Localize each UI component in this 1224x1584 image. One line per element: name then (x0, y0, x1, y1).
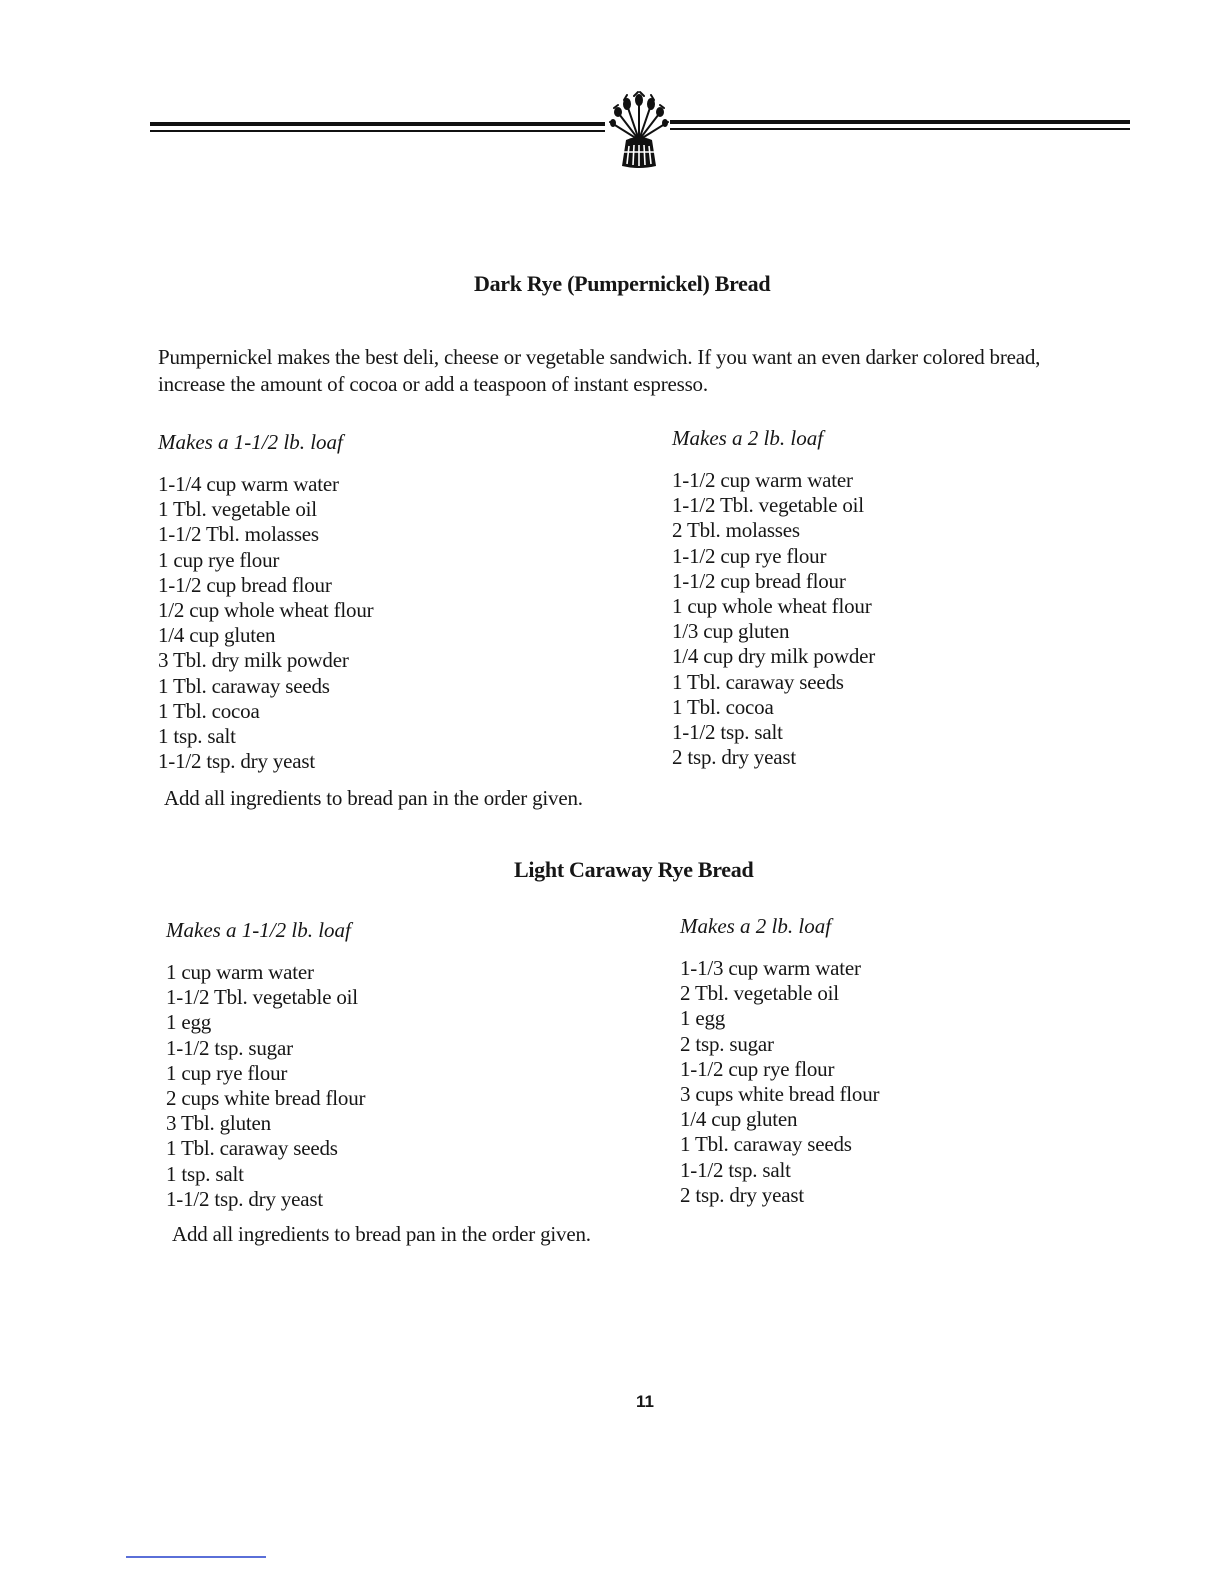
list-item: 1 Tbl. caraway seeds (166, 1136, 338, 1161)
yield-label: Makes a 1-1/2 lb. loaf (166, 918, 351, 942)
list-item: 1 Tbl. caraway seeds (672, 669, 844, 694)
list-item: 1-1/2 tsp. dry yeast (166, 1186, 323, 1211)
list-item: 1-1/3 cup warm water (680, 956, 861, 980)
list-item: 1 cup rye flour (166, 1060, 288, 1085)
list-item: 1-1/2 Tbl. molasses (158, 522, 319, 547)
instruction-note: Add all ingredients to bread pan in the order given. (164, 786, 583, 810)
list-item: 1-1/2 cup bread flour (672, 568, 846, 593)
list-item: 1/2 cup whole wheat flour (158, 598, 374, 623)
list-item: 1-1/4 cup warm water (158, 472, 339, 496)
ingredient-list (680, 956, 879, 1208)
list-item: 2 tsp. dry yeast (680, 1182, 804, 1207)
caraway-rye-large-loaf (680, 914, 879, 1208)
list-item: 2 Tbl. molasses (672, 518, 800, 543)
list-item: 1 cup rye flour (158, 547, 280, 572)
list-item: 3 Tbl. gluten (166, 1111, 271, 1136)
list-item: 1-1/2 cup warm water (672, 468, 853, 492)
list-item: 2 Tbl. vegetable oil (680, 981, 839, 1006)
recipe-title-light-caraway-rye: Light Caraway Rye Bread (514, 857, 754, 882)
dark-rye-small-loaf (158, 430, 373, 774)
list-item: 1/4 cup gluten (158, 623, 276, 648)
list-item: 1-1/2 Tbl. vegetable oil (166, 985, 358, 1010)
divider (126, 1556, 266, 1558)
list-item: 3 Tbl. dry milk powder (158, 648, 349, 673)
yield-label: Makes a 2 lb. loaf (672, 426, 824, 450)
list-item: 1-1/2 Tbl. vegetable oil (672, 493, 864, 518)
list-item: 1 cup whole wheat flour (672, 594, 872, 619)
list-item: 1 Tbl. caraway seeds (158, 673, 330, 698)
list-item: 1 Tbl. cocoa (672, 694, 774, 719)
ingredient-list (672, 468, 875, 770)
ingredient-list (166, 960, 365, 1212)
list-item: 1/3 cup gluten (672, 619, 790, 644)
list-item: 1 Tbl. cocoa (158, 698, 260, 723)
list-item: 1 Tbl. vegetable oil (158, 497, 317, 522)
list-item: 1-1/2 tsp. salt (672, 720, 783, 745)
list-item: 1/4 cup gluten (680, 1107, 798, 1132)
recipe-title-dark-rye: Dark Rye (Pumpernickel) Bread (474, 271, 771, 296)
list-item: 1 tsp. salt (158, 724, 236, 749)
ingredient-list (158, 472, 373, 774)
recipe-intro: Pumpernickel makes the best deli, cheese or vegetable sandwich. If you want an even darker colored bread, increase the amount of cocoa or add a teaspoon of instant espresso. (158, 345, 1041, 396)
instruction-note: Add all ingredients to bread pan in the order given. (172, 1222, 591, 1246)
list-item: 1-1/2 tsp. dry yeast (158, 749, 315, 774)
yield-label: Makes a 1-1/2 lb. loaf (158, 430, 343, 454)
list-item: 3 cups white bread flour (680, 1082, 880, 1107)
list-item: 1-1/2 cup rye flour (672, 543, 827, 568)
list-item: 1-1/2 tsp. salt (680, 1157, 791, 1182)
list-item: 1-1/2 tsp. sugar (166, 1035, 293, 1060)
list-item: 1 egg (680, 1006, 726, 1031)
dark-rye-large-loaf (672, 426, 875, 770)
list-item: 1-1/2 cup bread flour (158, 572, 332, 597)
list-item: 1 tsp. salt (166, 1161, 244, 1186)
yield-label: Makes a 2 lb. loaf (680, 914, 832, 938)
list-item: 2 cups white bread flour (166, 1086, 366, 1111)
list-item: 1 Tbl. caraway seeds (680, 1132, 852, 1157)
list-item: 2 tsp. sugar (680, 1031, 774, 1056)
list-item: 1 cup warm water (166, 960, 314, 984)
list-item: 1-1/2 cup rye flour (680, 1056, 835, 1081)
list-item: 2 tsp. dry yeast (672, 745, 796, 770)
list-item: 1 egg (166, 1010, 212, 1035)
page-number: 11 (636, 1392, 654, 1411)
list-item: 1/4 cup dry milk powder (672, 644, 876, 669)
caraway-rye-small-loaf (166, 918, 365, 1212)
wheat-sheaf-icon (604, 90, 674, 170)
